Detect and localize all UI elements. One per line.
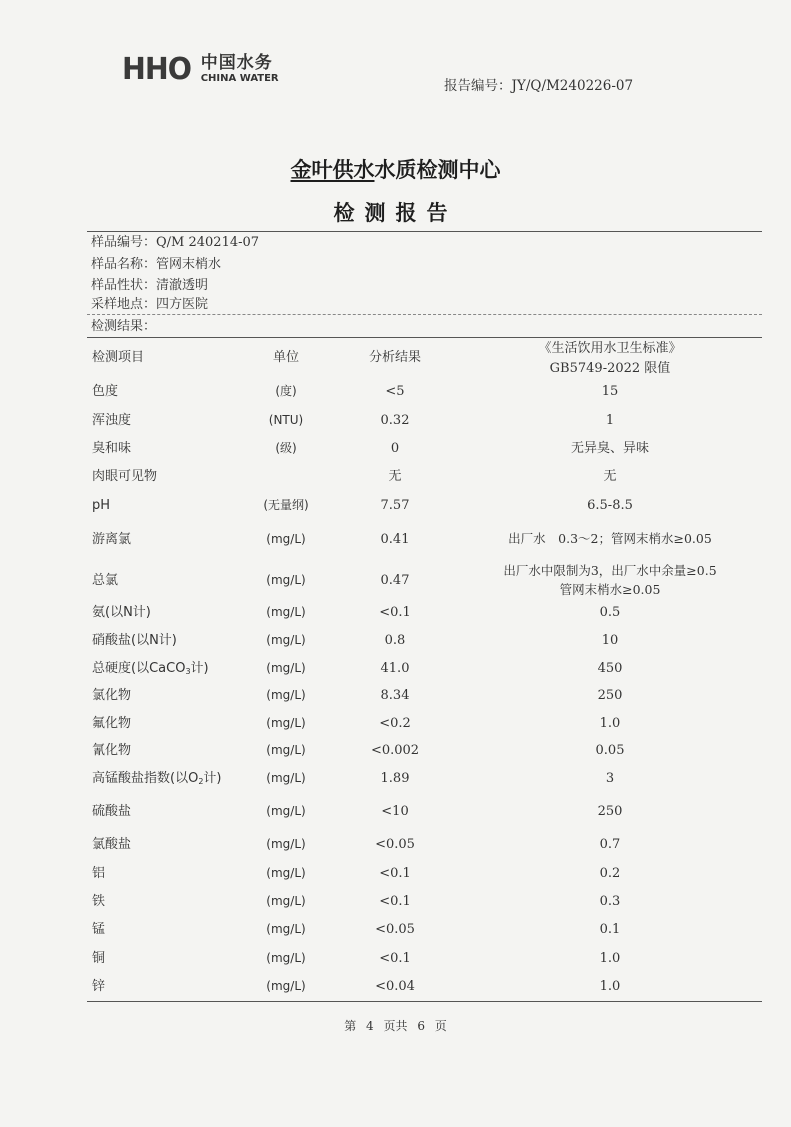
- results-label: 检测结果：: [91, 319, 157, 334]
- divider-line: [87, 314, 762, 315]
- sampling-site: 采样地点：四方医院: [91, 297, 209, 312]
- header-limit-code: GB5749-2022 限值: [549, 361, 671, 376]
- sample-name: 样品名称：管网末梢水: [91, 257, 222, 272]
- logo-chinese-text: 中国水务: [200, 52, 273, 73]
- page-number: 第 4 页共 6 页: [344, 1019, 447, 1033]
- header-limit-standard: 《生活饮用水卫生标准》: [538, 341, 682, 356]
- divider-line: [87, 231, 762, 232]
- sample-id: 样品编号：Q/M 240214-07: [91, 235, 260, 250]
- sample-nature: 样品性状：清澈透明: [91, 278, 209, 293]
- report-title: 检测报告: [333, 201, 458, 225]
- header-result: 分析结果: [368, 350, 421, 365]
- report-number: 报告编号：JY/Q/M240226-07: [444, 78, 634, 94]
- center-name: 金叶供水水质检测中心: [290, 158, 501, 182]
- header-unit: 单位: [272, 350, 299, 365]
- divider-line: [87, 1001, 762, 1002]
- logo-mark: HHO: [122, 51, 192, 87]
- report-page: HHO 中国水务 CHINA WATER 报告编号：JY/Q/M240226-07 金叶供水水质检测中心 检测报告 样品编号：Q/M 240214-07 样品名称：管网末梢水 样品性状：清澈透明 采样地点：四方医院 检测结果： 检测项目 单位 分析结果 《生活饮用水卫生标准》 GB5749-2022 限值 色度 (度) <5 15 浑浊度 (NTU) 0.32 1 臭和味 (级) 0 无异臭、异味 肉眼可见物 无 无 pH (无量纲) 7.57 6.5-8.5 游离氯 (mg/L) 0.41 出厂水 0.3～2；管网末梢水≥0.05 总氯 (mg/L) 0.47 出厂水中限制为3，出厂水中余量≥0.5 管网末梢水≥0.05 氨(以N计) (mg/L) <0.1 0.5 硝酸盐(以N计) (mg/L) 0.8 10 总硬度(以CaCO$_3$计) (mg/L) 41.0 450 氯化物 (mg/L) 8.34 250 氟化物 (mg/L) <0.2 1.0 氰化物 (mg/L) <0.002 0.05 高锰酸盐指数(以$O_2$计) (mg/L) 1.89 3 硫酸盐 (mg/L) <10 250 氯酸盐 (mg/L) <0.05 0.7 铝 (mg/L) <0.1 0.2 铁 (mg/L) <0.1 0.3 锰 (mg/L) <0.05 0.1 铜 (mg/L) <0.1 1.0 锌 (mg/L) <0.04 1.0 第 4 页共 6 页: [0, 0, 791, 1127]
- header-item: 检测项目: [92, 350, 145, 365]
- china-water-logo: [122, 52, 279, 86]
- logo-english-text: CHINA WATER: [200, 72, 279, 84]
- divider-line: [87, 337, 762, 338]
